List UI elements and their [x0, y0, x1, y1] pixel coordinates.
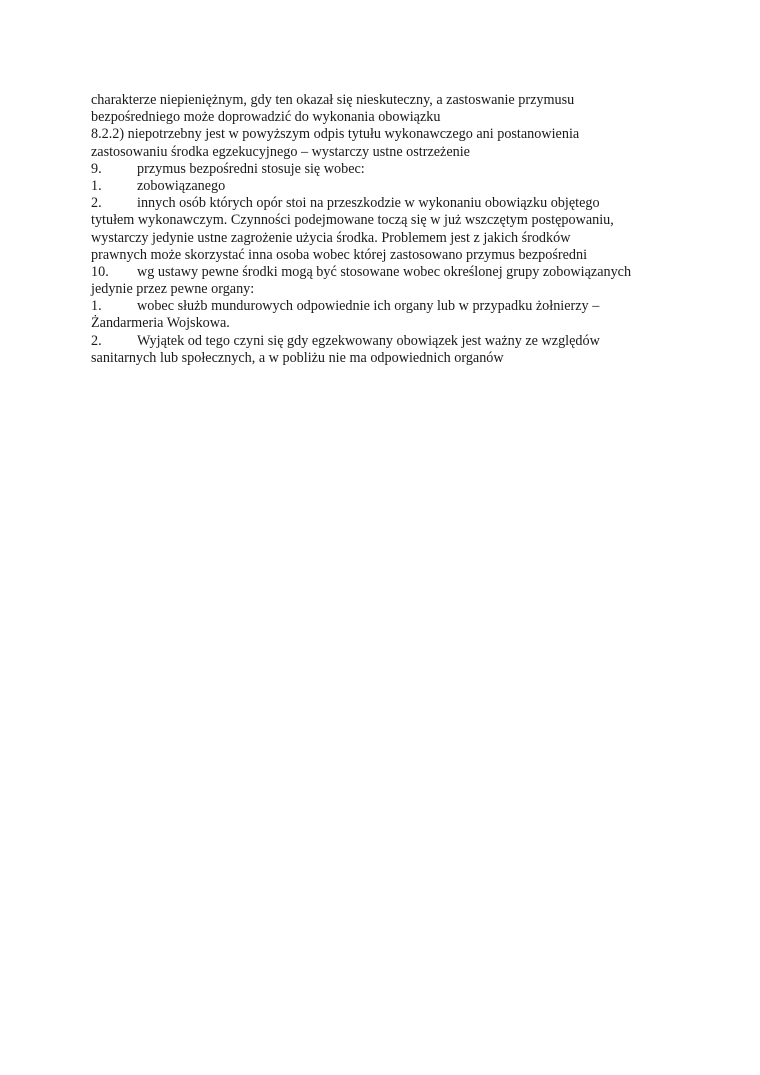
text-line — [91, 281, 681, 298]
line-text: tytułem wykonawczym. Czynności podejmowane toczą się w już wszczętym postępowaniu, — [91, 212, 614, 229]
line-text: Wyjątek od tego czyni się gdy egzekwowany obowiązek jest ważny ze względów — [137, 332, 600, 349]
line-text: przymus bezpośredni stosuje się wobec: — [137, 160, 365, 177]
line-text: sanitarnych lub społecznych, a w pobliżu nie ma odpowiednich organów — [91, 349, 504, 366]
line-text: Żandarmeria Wojskowa. — [91, 315, 230, 332]
line-number: 1. — [91, 177, 102, 194]
document-text — [91, 92, 681, 367]
line-text: zastosowaniu środka egzekucyjnego – wystarczy ustne ostrzeżenie — [91, 143, 470, 160]
line-number: 10. — [91, 263, 109, 280]
line-text: charakterze niepieniężnym, gdy ten okazał się nieskuteczny, a zastoswanie przymusu — [91, 92, 575, 108]
line-number: 2. — [91, 195, 102, 212]
line-text: 8.2.2) niepotrzebny jest w powyższym odpis tytułu wykonawczego ani postanowienia — [91, 126, 580, 143]
numbered-line — [91, 298, 681, 315]
text-line — [91, 230, 681, 247]
text-line — [91, 109, 681, 126]
text-line — [91, 315, 681, 332]
line-text: wg ustawy pewne środki mogą być stosowane wobec określonej grupy zobowiązanych — [137, 263, 632, 280]
numbered-line — [91, 333, 681, 350]
text-line — [91, 126, 681, 143]
numbered-line — [91, 195, 681, 212]
numbered-line — [91, 161, 681, 178]
line-number: 2. — [91, 332, 102, 349]
numbered-line — [91, 178, 681, 195]
line-text: prawnych może skorzystać inna osoba wobec której zastosowano przymus bezpośredni — [91, 246, 588, 263]
numbered-line — [91, 264, 681, 281]
line-number: 1. — [91, 298, 102, 315]
text-line — [91, 350, 681, 367]
line-text: zobowiązanego — [137, 177, 226, 194]
text-line — [91, 144, 681, 161]
line-text: jedynie przez pewne organy: — [91, 281, 255, 298]
text-line — [91, 212, 681, 229]
line-text: wobec służb mundurowych odpowiednie ich organy lub w przypadku żołnierzy – — [137, 298, 600, 315]
line-text: bezpośredniego może doprowadzić do wykonania obowiązku — [91, 109, 441, 126]
line-number: 9. — [91, 160, 102, 177]
line-text: innych osób których opór stoi na przeszkodzie w wykonaniu obowiązku objętego — [137, 195, 600, 212]
line-text: wystarczy jedynie ustne zagrożenie użycia środka. Problemem jest z jakich środków — [91, 229, 571, 246]
text-line — [91, 92, 681, 109]
text-line — [91, 247, 681, 264]
